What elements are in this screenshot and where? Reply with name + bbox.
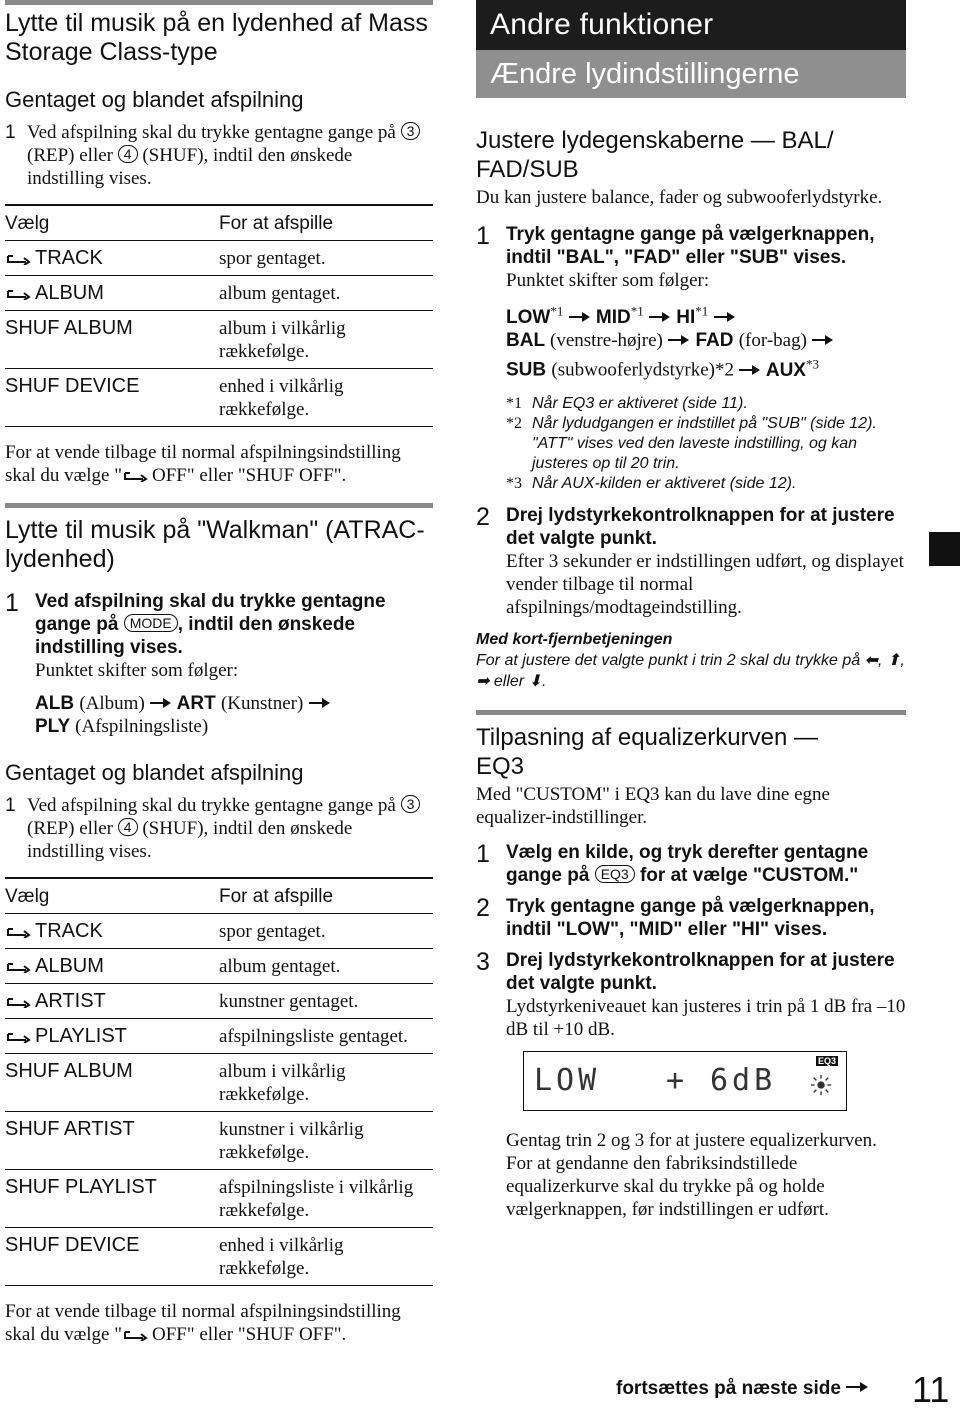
section-title-bal-fad-sub: Justere lydegenskaberne — BAL/ FAD/SUB	[476, 127, 834, 183]
sequence-item: HI$^{*1}$	[676, 304, 709, 329]
repeat-icon	[5, 286, 31, 300]
section-rule	[5, 0, 433, 5]
table-row	[5, 369, 433, 427]
options-table-1	[5, 204, 433, 427]
option-name: PLAYLIST	[5, 1019, 219, 1054]
table-row	[5, 311, 433, 369]
remote-note: Med kort-fjernbetjeningen For at justere det valgte punkt i trin 2 skal du trykke på ⬅, ⬆, ➡ eller ⬇.	[476, 630, 905, 690]
option-name: ARTIST	[5, 984, 219, 1019]
continued-footer: fortsættes på næste side	[616, 1376, 868, 1402]
option-description: album i vilkårlig rækkefølge.	[219, 311, 433, 369]
option-description: enhed i vilkårlig rækkefølge.	[219, 369, 433, 427]
sequence-item: SUB (subwooferlydstyrke)*2	[506, 359, 734, 381]
table-row	[5, 1019, 433, 1054]
table-header-row	[5, 878, 433, 914]
after-text-repeat: Gentag trin 2 og 3 for at justere equalizerkurven.	[506, 1129, 877, 1151]
option-name: SHUF ARTIST	[5, 1112, 219, 1170]
option-description: enhed i vilkårlig rækkefølge.	[219, 1228, 433, 1286]
sequence-item: AUX$^{*3}$	[765, 356, 819, 381]
footnote: *2 Når lydudgangen er indstillet på "SUB" (side 12). "ATT" vises ved den laveste indstilling, og kan justeres op til 20 trin.	[506, 414, 877, 472]
button-4-icon: 4	[118, 818, 138, 836]
sequence-item: FAD (for-bag)	[695, 330, 807, 352]
bal-fad-sequence	[506, 300, 906, 382]
step-2: 2 Tryk gentagne gange på vælgerknappen, indtil "LOW", "MID" eller "HI" vises.	[476, 893, 875, 940]
option-name: SHUF PLAYLIST	[5, 1170, 219, 1228]
thumb-tab-marker	[929, 532, 960, 566]
table-row	[5, 1170, 433, 1228]
lcd-sign: +	[666, 1062, 685, 1098]
chapter-banner: Andre funktioner	[476, 0, 906, 50]
option-name: SHUF ALBUM	[5, 311, 219, 369]
intro-text: Du kan justere balance, fader og subwooferlydstyrke.	[476, 187, 883, 208]
sequence-item: BAL (venstre-højre)	[506, 330, 663, 352]
section-rule	[5, 503, 433, 508]
table-row	[5, 1228, 433, 1286]
step-number: 1	[5, 122, 16, 143]
footnote: *3 Når AUX-kilden er aktiveret (side 12).	[506, 474, 797, 492]
table-row	[5, 914, 433, 949]
page-number: 11	[912, 1369, 950, 1410]
arrow-right-icon	[569, 311, 591, 323]
button-3-icon: 3	[401, 795, 421, 813]
options-table-2	[5, 877, 433, 1286]
arrow-up-icon: ⬆	[886, 651, 901, 669]
step-number: 1	[5, 795, 16, 816]
step-number: 1	[476, 839, 490, 868]
repeat-icon	[5, 959, 31, 973]
table-row	[5, 949, 433, 984]
option-description: kunstner gentaget.	[219, 984, 433, 1019]
button-4-icon: 4	[118, 145, 138, 163]
repeat-icon	[5, 251, 31, 265]
sequence-item: ART (Kunstner)	[176, 693, 304, 714]
arrow-right-icon	[714, 311, 736, 323]
sequence-item: LOW$^{*1}$	[506, 304, 564, 329]
column-header: Vælg	[5, 878, 219, 914]
section-banner: Ændre lydindstillingerne	[476, 50, 906, 98]
option-name: ALBUM	[5, 276, 219, 311]
option-description: album gentaget.	[219, 949, 433, 984]
repeat-icon	[5, 1029, 31, 1043]
step-1: 1 Ved afspilning skal du trykke gentagne gange på 3(REP) eller 4 (SHUF), indtil den ønskede indstilling vises.	[5, 794, 433, 863]
after-text-restore: For at gendanne den fabriksindstillede equalizerkurve skal du trykke på og holde vælgerknappen, før indstillingen er udført.	[506, 1152, 829, 1220]
step-number: 1	[476, 222, 490, 250]
option-name: TRACK	[5, 241, 219, 276]
subsection-title-repeat-shuffle: Gentaget og blandet afspilning	[5, 87, 304, 112]
arrow-left-icon: ⬅	[864, 651, 879, 669]
lcd-display	[523, 1051, 847, 1111]
arrow-right-icon	[150, 697, 172, 709]
step-number: 3	[476, 947, 490, 976]
arrow-right-icon	[739, 364, 761, 376]
button-3-icon: 3	[401, 122, 421, 140]
step-3: 3 Drej lydstyrkekontrolknappen for at justere det valgte punkt. Lydstyrkeniveauet kan justeres i trin på 1 dB fra –10 dB til +10 dB.	[476, 947, 906, 1040]
section-title-walkman: Lytte til musik på "Walkman" (ATRAC-lydenhed)	[5, 516, 425, 573]
lcd-value: 6dB	[710, 1062, 777, 1098]
footnote: *1 Når EQ3 er aktiveret (side 11).	[506, 394, 748, 412]
arrow-right-icon	[846, 1381, 868, 1393]
step-number: 1	[5, 589, 19, 617]
subsection-title-repeat-shuffle: Gentaget og blandet afspilning	[5, 760, 304, 785]
step-number: 2	[476, 893, 490, 922]
note-return-normal: For at vende tilbage til normal afspilningsindstilling skal du vælge " OFF" eller "SHUF OFF".	[5, 442, 401, 486]
flashing-indicator-icon	[810, 1074, 832, 1096]
section-title-mass-storage: Lytte til musik på en lydenhed af Mass Storage Class-type	[5, 9, 428, 66]
lcd-label: LOW	[534, 1062, 601, 1098]
sequence-item: ALB (Album)	[35, 693, 145, 714]
option-name: TRACK	[5, 914, 219, 949]
repeat-icon	[5, 924, 31, 938]
step-1: 1 Tryk gentagne gange på vælgerknappen, indtil "BAL", "FAD" eller "SUB" vises. Punktet skifter som følger: LOW$^{*1}$ MID$^{*1}$ HI$^{*1}$ BAL (venstre-højre) FAD (for-bag) SUB (subwooferlydstyrke)*2 AUX$^{*3}$	[476, 223, 906, 382]
column-header: Vælg	[5, 205, 219, 241]
repeat-icon	[122, 468, 148, 482]
section-title-eq3: Tilpasning af equalizerkurven — EQ3	[476, 723, 818, 780]
arrow-right-icon	[668, 334, 690, 346]
option-name: SHUF DEVICE	[5, 1228, 219, 1286]
left-column	[5, 0, 433, 1346]
table-row	[5, 241, 433, 276]
option-description: spor gentaget.	[219, 914, 433, 949]
section-rule	[476, 710, 906, 715]
repeat-icon	[5, 994, 31, 1008]
table-row	[5, 276, 433, 311]
table-row	[5, 1054, 433, 1112]
option-description: spor gentaget.	[219, 241, 433, 276]
column-header: For at afspille	[219, 878, 433, 914]
lcd-eq3-tag: EQ3	[818, 1055, 837, 1066]
step-1: 1 Ved afspilning skal du trykke gentagne gange på MODE , indtil den ønskede indstilling vises. Punktet skifter som følger: ALB (Album) ART (Kunstner) PLY (Afspilningsliste)	[5, 590, 433, 738]
intro-text: Med "CUSTOM" i EQ3 kan du lave dine egne equalizer-indstillinger.	[476, 783, 830, 828]
mode-button-icon: MODE	[124, 614, 178, 632]
option-name: SHUF DEVICE	[5, 369, 219, 427]
repeat-icon	[122, 1327, 148, 1341]
arrow-down-icon: ⬇	[528, 672, 542, 690]
option-description: afspilningsliste gentaget.	[219, 1019, 433, 1054]
table-row	[5, 1112, 433, 1170]
right-column	[476, 0, 906, 1221]
step-number: 2	[476, 502, 490, 531]
mode-sequence	[35, 692, 433, 738]
option-description: album i vilkårlig rækkefølge.	[219, 1054, 433, 1112]
step-2: 2 Drej lydstyrkekontrolknappen for at justere det valgte punkt. Efter 3 sekunder er indstillingen udført, og displayet vender tilbage til normal afspilnings/modtageindstilling.	[476, 502, 904, 618]
arrow-right-icon: ➡	[476, 672, 490, 690]
sequence-item: MID$^{*1}$	[595, 304, 644, 329]
option-name: SHUF ALBUM	[5, 1054, 219, 1112]
option-name: ALBUM	[5, 949, 219, 984]
note-return-normal: For at vende tilbage til normal afspilningsindstilling skal du vælge " OFF" eller "SHUF OFF".	[5, 1301, 401, 1345]
table-header-row	[5, 205, 433, 241]
sequence-item: PLY (Afspilningsliste)	[35, 716, 209, 737]
footnotes	[476, 394, 906, 494]
step-1: 1 Ved afspilning skal du trykke gentagne gange på 3(REP) eller 4 (SHUF), indtil den ønskede indstilling vises.	[5, 121, 433, 190]
option-description: afspilningsliste i vilkårlig rækkefølge.	[219, 1170, 433, 1228]
arrow-right-icon	[649, 311, 671, 323]
remote-title: Med kort-fjernbetjeningen	[476, 630, 673, 648]
arrow-right-icon	[309, 697, 331, 709]
option-description: album gentaget.	[219, 276, 433, 311]
eq3-button-icon: EQ3	[595, 865, 635, 883]
table-row	[5, 984, 433, 1019]
column-header: For at afspille	[219, 205, 433, 241]
arrow-right-icon	[812, 334, 834, 346]
option-description: kunstner i vilkårlig rækkefølge.	[219, 1112, 433, 1170]
step-1: 1 Vælg en kilde, og tryk derefter gentagne gange på EQ3 for at vælge "CUSTOM."	[476, 839, 869, 886]
